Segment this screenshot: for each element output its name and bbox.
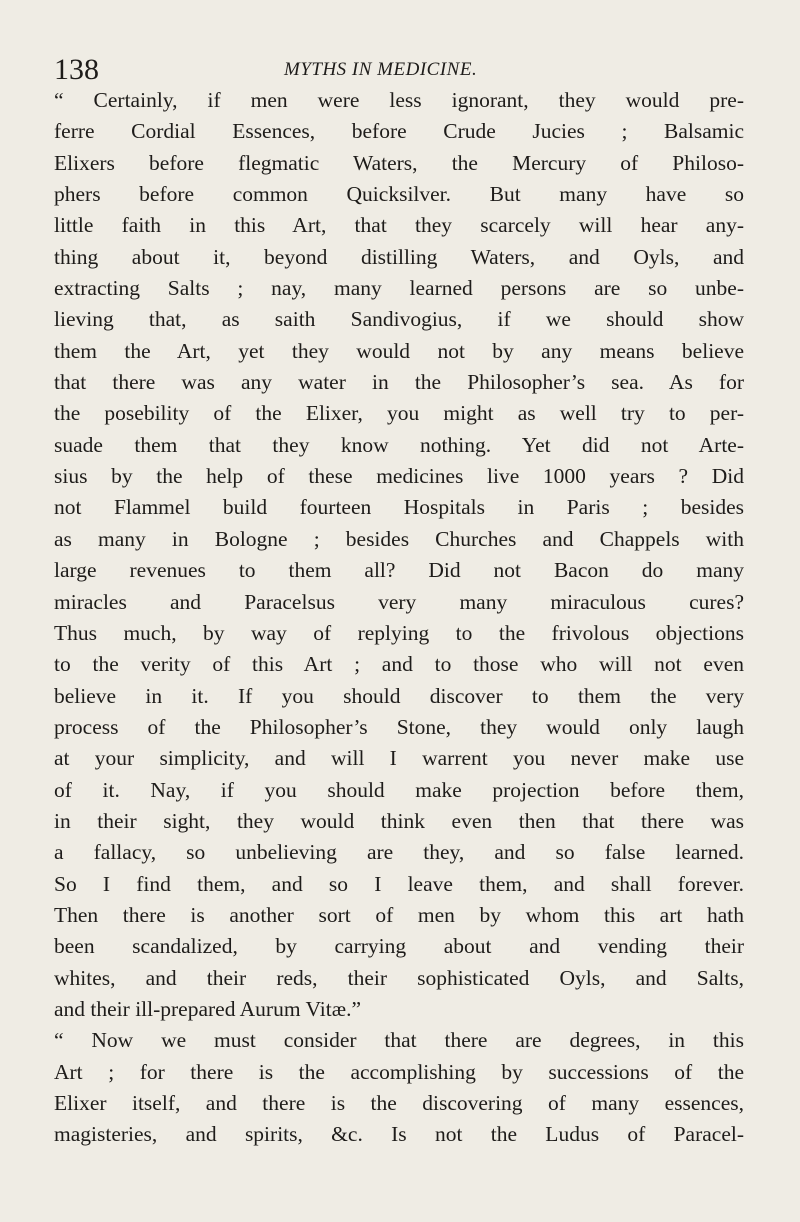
- text-line: miracles and Paracelsus very many miraculous cures?: [54, 589, 744, 614]
- text-line: been scandalized, by carrying about and vending their: [54, 934, 744, 959]
- text-line: large revenues to them all? Did not Bacon do many: [54, 558, 744, 583]
- text-line: at your simplicity, and will I warrent you never make use: [54, 746, 744, 771]
- text-line: little faith in this Art, that they scarcely will hear any-: [54, 213, 744, 238]
- text-line: Elixers before flegmatic Waters, the Mercury of Philoso-: [54, 150, 744, 175]
- text-line: sius by the help of these medicines live 1000 years ? Did: [54, 464, 744, 489]
- text-line: a fallacy, so unbelieving are they, and so false learned.: [54, 840, 744, 865]
- page-number: 138: [54, 53, 99, 86]
- text-line: the posebility of the Elixer, you might as well try to per-: [54, 401, 744, 426]
- text-line: Thus much, by way of replying to the frivolous objections: [54, 620, 744, 645]
- body-text: [54, 85, 744, 1151]
- text-line: whites, and their reds, their sophisticated Oyls, and Salts,: [54, 965, 744, 990]
- text-line: that there was any water in the Philosopher’s sea. As for: [54, 370, 744, 395]
- text-line: extracting Salts ; nay, many learned persons are so unbe-: [54, 276, 744, 301]
- text-line: as many in Bologne ; besides Churches and Chappels with: [54, 526, 744, 551]
- text-line: “ Certainly, if men were less ignorant, they would pre-: [54, 88, 744, 112]
- text-line: suade them that they know nothing. Yet did not Arte-: [54, 432, 744, 457]
- text-line: thing about it, beyond distilling Waters, and Oyls, and: [54, 244, 744, 269]
- text-line: and their ill-prepared Aurum Vitæ.”: [54, 996, 361, 1021]
- text-line: process of the Philosopher’s Stone, they would only laugh: [54, 714, 744, 739]
- running-title: MYTHS IN MEDICINE.: [284, 59, 478, 80]
- text-line: lieving that, as saith Sandivogius, if we should show: [54, 307, 744, 332]
- text-line: Art ; for there is the accomplishing by successions of the: [54, 1059, 744, 1084]
- text-line: Elixer itself, and there is the discovering of many essences,: [54, 1091, 744, 1115]
- text-line: them the Art, yet they would not by any means believe: [54, 338, 744, 363]
- text-line: not Flammel build fourteen Hospitals in Paris ; besides: [54, 495, 744, 520]
- text-line: phers before common Quicksilver. But many have so: [54, 182, 744, 207]
- text-line: to the verity of this Art ; and to those who will not even: [54, 652, 744, 677]
- text-line: Then there is another sort of men by whom this art hath: [54, 902, 744, 927]
- page-header: [54, 50, 744, 90]
- text-line: ferre Cordial Essences, before Crude Jucies ; Balsamic: [54, 119, 744, 144]
- text-line: of it. Nay, if you should make projection before them,: [54, 777, 744, 802]
- text-line: So I find them, and so I leave them, and shall forever.: [54, 871, 744, 896]
- text-line: “ Now we must consider that there are degrees, in this: [54, 1028, 744, 1053]
- text-line: in their sight, they would think even then that there was: [54, 808, 744, 833]
- text-line: magisteries, and spirits, &c. Is not the Ludus of Paracel-: [54, 1122, 744, 1147]
- text-line: believe in it. If you should discover to them the very: [54, 683, 744, 708]
